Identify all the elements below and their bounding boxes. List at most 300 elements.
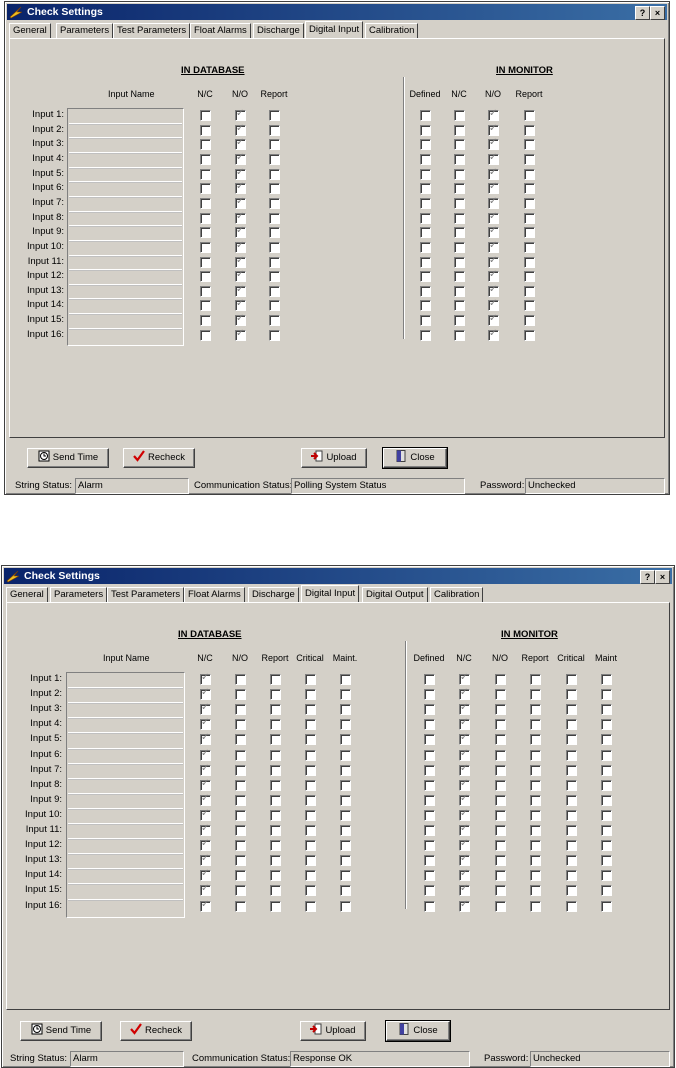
db-checkbox[interactable] — [305, 840, 316, 851]
monitor-checkbox[interactable] — [495, 689, 506, 700]
monitor-checkbox[interactable] — [530, 855, 541, 866]
db-checkbox[interactable] — [235, 198, 246, 209]
monitor-checkbox[interactable] — [424, 734, 435, 745]
monitor-checkbox[interactable] — [566, 704, 577, 715]
db-checkbox[interactable] — [200, 110, 211, 121]
monitor-checkbox[interactable] — [454, 257, 465, 268]
monitor-checkbox[interactable] — [424, 810, 435, 821]
monitor-checkbox[interactable] — [601, 719, 612, 730]
monitor-checkbox[interactable] — [495, 810, 506, 821]
monitor-checkbox[interactable] — [601, 870, 612, 881]
db-checkbox[interactable] — [235, 213, 246, 224]
db-checkbox[interactable] — [235, 719, 246, 730]
db-checkbox[interactable] — [305, 870, 316, 881]
monitor-checkbox[interactable] — [424, 885, 435, 896]
db-checkbox[interactable] — [200, 286, 211, 297]
db-checkbox[interactable] — [235, 810, 246, 821]
monitor-checkbox[interactable] — [459, 840, 470, 851]
db-checkbox[interactable] — [200, 125, 211, 136]
monitor-checkbox[interactable] — [566, 795, 577, 806]
monitor-checkbox[interactable] — [601, 901, 612, 912]
db-checkbox[interactable] — [235, 139, 246, 150]
monitor-checkbox[interactable] — [459, 734, 470, 745]
db-checkbox[interactable] — [235, 271, 246, 282]
db-checkbox[interactable] — [270, 719, 281, 730]
monitor-checkbox[interactable] — [566, 870, 577, 881]
db-checkbox[interactable] — [340, 795, 351, 806]
db-checkbox[interactable] — [269, 198, 280, 209]
db-checkbox[interactable] — [200, 734, 211, 745]
monitor-checkbox[interactable] — [566, 750, 577, 761]
monitor-checkbox[interactable] — [524, 139, 535, 150]
monitor-checkbox[interactable] — [420, 110, 431, 121]
db-checkbox[interactable] — [200, 704, 211, 715]
db-checkbox[interactable] — [235, 795, 246, 806]
db-checkbox[interactable] — [305, 901, 316, 912]
tab-digital-input[interactable]: Digital Input — [301, 585, 359, 602]
monitor-checkbox[interactable] — [454, 125, 465, 136]
monitor-checkbox[interactable] — [566, 765, 577, 776]
recheck-button[interactable] — [123, 448, 195, 468]
db-checkbox[interactable] — [340, 901, 351, 912]
monitor-checkbox[interactable] — [495, 825, 506, 836]
db-checkbox[interactable] — [200, 154, 211, 165]
monitor-checkbox[interactable] — [454, 154, 465, 165]
db-checkbox[interactable] — [340, 780, 351, 791]
monitor-checkbox[interactable] — [566, 825, 577, 836]
db-checkbox[interactable] — [305, 719, 316, 730]
monitor-checkbox[interactable] — [524, 315, 535, 326]
monitor-checkbox[interactable] — [488, 300, 499, 311]
monitor-checkbox[interactable] — [601, 765, 612, 776]
tab-parameters[interactable]: Parameters — [56, 23, 113, 38]
db-checkbox[interactable] — [235, 227, 246, 238]
monitor-checkbox[interactable] — [566, 719, 577, 730]
db-checkbox[interactable] — [200, 674, 211, 685]
monitor-checkbox[interactable] — [530, 840, 541, 851]
db-checkbox[interactable] — [340, 674, 351, 685]
db-checkbox[interactable] — [269, 242, 280, 253]
send-time-button[interactable] — [27, 448, 109, 468]
db-checkbox[interactable] — [235, 300, 246, 311]
db-checkbox[interactable] — [235, 885, 246, 896]
db-checkbox[interactable] — [200, 227, 211, 238]
db-checkbox[interactable] — [200, 257, 211, 268]
monitor-checkbox[interactable] — [530, 810, 541, 821]
monitor-checkbox[interactable] — [566, 734, 577, 745]
db-checkbox[interactable] — [200, 885, 211, 896]
monitor-checkbox[interactable] — [524, 169, 535, 180]
monitor-checkbox[interactable] — [454, 227, 465, 238]
monitor-checkbox[interactable] — [420, 227, 431, 238]
monitor-checkbox[interactable] — [566, 885, 577, 896]
monitor-checkbox[interactable] — [495, 734, 506, 745]
help-button[interactable]: ? — [635, 6, 650, 20]
monitor-checkbox[interactable] — [420, 183, 431, 194]
db-checkbox[interactable] — [269, 110, 280, 121]
tab-float-alarms[interactable]: Float Alarms — [184, 587, 245, 602]
db-checkbox[interactable] — [235, 286, 246, 297]
db-checkbox[interactable] — [200, 330, 211, 341]
db-checkbox[interactable] — [269, 154, 280, 165]
monitor-checkbox[interactable] — [424, 704, 435, 715]
monitor-checkbox[interactable] — [459, 810, 470, 821]
db-checkbox[interactable] — [200, 242, 211, 253]
monitor-checkbox[interactable] — [454, 110, 465, 121]
db-checkbox[interactable] — [340, 855, 351, 866]
monitor-checkbox[interactable] — [495, 855, 506, 866]
monitor-checkbox[interactable] — [530, 674, 541, 685]
monitor-checkbox[interactable] — [424, 750, 435, 761]
monitor-checkbox[interactable] — [488, 125, 499, 136]
monitor-checkbox[interactable] — [495, 870, 506, 881]
db-checkbox[interactable] — [269, 125, 280, 136]
monitor-checkbox[interactable] — [601, 825, 612, 836]
db-checkbox[interactable] — [340, 840, 351, 851]
db-checkbox[interactable] — [235, 825, 246, 836]
db-checkbox[interactable] — [305, 674, 316, 685]
monitor-checkbox[interactable] — [420, 213, 431, 224]
monitor-checkbox[interactable] — [530, 870, 541, 881]
monitor-checkbox[interactable] — [524, 242, 535, 253]
monitor-checkbox[interactable] — [601, 750, 612, 761]
db-checkbox[interactable] — [269, 271, 280, 282]
db-checkbox[interactable] — [200, 719, 211, 730]
monitor-checkbox[interactable] — [488, 227, 499, 238]
monitor-checkbox[interactable] — [459, 719, 470, 730]
monitor-checkbox[interactable] — [424, 689, 435, 700]
tab-general[interactable]: General — [9, 23, 51, 38]
monitor-checkbox[interactable] — [454, 242, 465, 253]
db-checkbox[interactable] — [200, 870, 211, 881]
db-checkbox[interactable] — [235, 750, 246, 761]
monitor-checkbox[interactable] — [601, 885, 612, 896]
monitor-checkbox[interactable] — [454, 169, 465, 180]
db-checkbox[interactable] — [200, 795, 211, 806]
tab-parameters[interactable]: Parameters — [50, 587, 107, 602]
monitor-checkbox[interactable] — [601, 704, 612, 715]
monitor-checkbox[interactable] — [424, 795, 435, 806]
help-button[interactable]: ? — [640, 570, 655, 584]
db-checkbox[interactable] — [235, 901, 246, 912]
monitor-checkbox[interactable] — [524, 198, 535, 209]
monitor-checkbox[interactable] — [530, 719, 541, 730]
db-checkbox[interactable] — [305, 855, 316, 866]
monitor-checkbox[interactable] — [420, 242, 431, 253]
monitor-checkbox[interactable] — [424, 825, 435, 836]
monitor-checkbox[interactable] — [488, 271, 499, 282]
db-checkbox[interactable] — [235, 840, 246, 851]
monitor-checkbox[interactable] — [459, 825, 470, 836]
monitor-checkbox[interactable] — [420, 257, 431, 268]
monitor-checkbox[interactable] — [488, 257, 499, 268]
monitor-checkbox[interactable] — [459, 674, 470, 685]
db-checkbox[interactable] — [270, 870, 281, 881]
title-bar[interactable] — [4, 568, 672, 584]
tab-digital-input[interactable]: Digital Input — [305, 21, 363, 38]
monitor-checkbox[interactable] — [530, 689, 541, 700]
db-checkbox[interactable] — [235, 734, 246, 745]
monitor-checkbox[interactable] — [459, 855, 470, 866]
monitor-checkbox[interactable] — [495, 674, 506, 685]
monitor-checkbox[interactable] — [530, 795, 541, 806]
monitor-checkbox[interactable] — [601, 780, 612, 791]
monitor-checkbox[interactable] — [566, 689, 577, 700]
db-checkbox[interactable] — [200, 780, 211, 791]
monitor-checkbox[interactable] — [530, 765, 541, 776]
db-checkbox[interactable] — [269, 330, 280, 341]
db-checkbox[interactable] — [269, 139, 280, 150]
db-checkbox[interactable] — [270, 825, 281, 836]
monitor-checkbox[interactable] — [424, 870, 435, 881]
db-checkbox[interactable] — [270, 810, 281, 821]
monitor-checkbox[interactable] — [424, 855, 435, 866]
db-checkbox[interactable] — [340, 689, 351, 700]
monitor-checkbox[interactable] — [488, 183, 499, 194]
monitor-checkbox[interactable] — [420, 330, 431, 341]
monitor-checkbox[interactable] — [524, 257, 535, 268]
monitor-checkbox[interactable] — [459, 689, 470, 700]
db-checkbox[interactable] — [235, 242, 246, 253]
monitor-checkbox[interactable] — [420, 125, 431, 136]
db-checkbox[interactable] — [235, 674, 246, 685]
monitor-checkbox[interactable] — [524, 125, 535, 136]
db-checkbox[interactable] — [200, 300, 211, 311]
db-checkbox[interactable] — [200, 765, 211, 776]
db-checkbox[interactable] — [200, 183, 211, 194]
db-checkbox[interactable] — [200, 825, 211, 836]
db-checkbox[interactable] — [235, 689, 246, 700]
tab-test-parameters[interactable]: Test Parameters — [113, 23, 190, 38]
db-checkbox[interactable] — [340, 719, 351, 730]
monitor-checkbox[interactable] — [459, 750, 470, 761]
monitor-checkbox[interactable] — [454, 315, 465, 326]
monitor-checkbox[interactable] — [488, 242, 499, 253]
monitor-checkbox[interactable] — [420, 286, 431, 297]
monitor-checkbox[interactable] — [459, 765, 470, 776]
db-checkbox[interactable] — [235, 855, 246, 866]
db-checkbox[interactable] — [269, 286, 280, 297]
monitor-checkbox[interactable] — [495, 719, 506, 730]
monitor-checkbox[interactable] — [488, 154, 499, 165]
monitor-checkbox[interactable] — [530, 825, 541, 836]
db-checkbox[interactable] — [340, 810, 351, 821]
monitor-checkbox[interactable] — [566, 840, 577, 851]
db-checkbox[interactable] — [269, 213, 280, 224]
db-checkbox[interactable] — [305, 795, 316, 806]
monitor-checkbox[interactable] — [488, 139, 499, 150]
monitor-checkbox[interactable] — [459, 885, 470, 896]
db-checkbox[interactable] — [270, 840, 281, 851]
monitor-checkbox[interactable] — [454, 286, 465, 297]
db-checkbox[interactable] — [270, 765, 281, 776]
db-checkbox[interactable] — [340, 870, 351, 881]
monitor-checkbox[interactable] — [488, 286, 499, 297]
db-checkbox[interactable] — [200, 169, 211, 180]
title-bar[interactable] — [7, 4, 667, 20]
monitor-checkbox[interactable] — [488, 315, 499, 326]
monitor-checkbox[interactable] — [454, 300, 465, 311]
db-checkbox[interactable] — [340, 704, 351, 715]
monitor-checkbox[interactable] — [601, 674, 612, 685]
db-checkbox[interactable] — [305, 734, 316, 745]
db-checkbox[interactable] — [270, 734, 281, 745]
db-checkbox[interactable] — [270, 795, 281, 806]
close-window-button[interactable]: × — [655, 570, 670, 584]
monitor-checkbox[interactable] — [601, 795, 612, 806]
db-checkbox[interactable] — [235, 704, 246, 715]
tab-general[interactable]: General — [6, 587, 48, 602]
monitor-checkbox[interactable] — [495, 765, 506, 776]
monitor-checkbox[interactable] — [524, 213, 535, 224]
db-checkbox[interactable] — [200, 198, 211, 209]
monitor-checkbox[interactable] — [420, 271, 431, 282]
close-button[interactable] — [383, 448, 447, 468]
monitor-checkbox[interactable] — [601, 855, 612, 866]
close-window-button[interactable]: × — [650, 6, 665, 20]
db-checkbox[interactable] — [200, 315, 211, 326]
db-checkbox[interactable] — [270, 674, 281, 685]
monitor-checkbox[interactable] — [566, 901, 577, 912]
upload-button[interactable] — [301, 448, 367, 468]
tab-float-alarms[interactable]: Float Alarms — [190, 23, 251, 38]
monitor-checkbox[interactable] — [424, 765, 435, 776]
monitor-checkbox[interactable] — [454, 271, 465, 282]
monitor-checkbox[interactable] — [454, 183, 465, 194]
monitor-checkbox[interactable] — [495, 901, 506, 912]
db-checkbox[interactable] — [269, 257, 280, 268]
db-checkbox[interactable] — [269, 315, 280, 326]
db-checkbox[interactable] — [269, 300, 280, 311]
monitor-checkbox[interactable] — [420, 154, 431, 165]
monitor-checkbox[interactable] — [524, 154, 535, 165]
db-checkbox[interactable] — [340, 750, 351, 761]
db-checkbox[interactable] — [235, 870, 246, 881]
monitor-checkbox[interactable] — [530, 885, 541, 896]
monitor-checkbox[interactable] — [459, 901, 470, 912]
tab-test-parameters[interactable]: Test Parameters — [107, 587, 184, 602]
monitor-checkbox[interactable] — [524, 271, 535, 282]
monitor-checkbox[interactable] — [601, 840, 612, 851]
monitor-checkbox[interactable] — [495, 795, 506, 806]
monitor-checkbox[interactable] — [524, 110, 535, 121]
db-checkbox[interactable] — [305, 750, 316, 761]
db-checkbox[interactable] — [269, 227, 280, 238]
monitor-checkbox[interactable] — [601, 734, 612, 745]
db-checkbox[interactable] — [200, 901, 211, 912]
monitor-checkbox[interactable] — [420, 198, 431, 209]
db-checkbox[interactable] — [235, 765, 246, 776]
monitor-checkbox[interactable] — [495, 840, 506, 851]
monitor-checkbox[interactable] — [530, 780, 541, 791]
monitor-checkbox[interactable] — [459, 704, 470, 715]
db-checkbox[interactable] — [269, 169, 280, 180]
db-checkbox[interactable] — [270, 689, 281, 700]
monitor-checkbox[interactable] — [488, 330, 499, 341]
db-checkbox[interactable] — [235, 330, 246, 341]
monitor-checkbox[interactable] — [454, 139, 465, 150]
upload-button[interactable] — [300, 1021, 366, 1041]
monitor-checkbox[interactable] — [524, 286, 535, 297]
monitor-checkbox[interactable] — [495, 750, 506, 761]
db-checkbox[interactable] — [235, 169, 246, 180]
db-checkbox[interactable] — [269, 183, 280, 194]
monitor-checkbox[interactable] — [530, 750, 541, 761]
db-checkbox[interactable] — [270, 885, 281, 896]
db-checkbox[interactable] — [200, 139, 211, 150]
monitor-checkbox[interactable] — [530, 901, 541, 912]
recheck-button[interactable] — [120, 1021, 192, 1041]
db-checkbox[interactable] — [200, 840, 211, 851]
db-checkbox[interactable] — [305, 765, 316, 776]
tab-discharge[interactable]: Discharge — [248, 587, 299, 602]
monitor-checkbox[interactable] — [524, 183, 535, 194]
db-checkbox[interactable] — [270, 750, 281, 761]
monitor-checkbox[interactable] — [488, 198, 499, 209]
monitor-checkbox[interactable] — [601, 689, 612, 700]
send-time-button[interactable] — [20, 1021, 102, 1041]
monitor-checkbox[interactable] — [566, 810, 577, 821]
monitor-checkbox[interactable] — [454, 330, 465, 341]
db-checkbox[interactable] — [270, 901, 281, 912]
monitor-checkbox[interactable] — [420, 169, 431, 180]
db-checkbox[interactable] — [305, 885, 316, 896]
monitor-checkbox[interactable] — [454, 213, 465, 224]
monitor-checkbox[interactable] — [420, 300, 431, 311]
monitor-checkbox[interactable] — [424, 840, 435, 851]
monitor-checkbox[interactable] — [566, 674, 577, 685]
monitor-checkbox[interactable] — [424, 674, 435, 685]
monitor-checkbox[interactable] — [566, 780, 577, 791]
monitor-checkbox[interactable] — [488, 169, 499, 180]
db-checkbox[interactable] — [305, 780, 316, 791]
tab-calibration[interactable]: Calibration — [430, 587, 483, 602]
db-checkbox[interactable] — [235, 125, 246, 136]
monitor-checkbox[interactable] — [459, 780, 470, 791]
monitor-checkbox[interactable] — [601, 810, 612, 821]
db-checkbox[interactable] — [340, 765, 351, 776]
monitor-checkbox[interactable] — [424, 780, 435, 791]
db-checkbox[interactable] — [270, 780, 281, 791]
monitor-checkbox[interactable] — [420, 315, 431, 326]
db-checkbox[interactable] — [235, 780, 246, 791]
monitor-checkbox[interactable] — [424, 719, 435, 730]
close-button[interactable] — [386, 1021, 450, 1041]
db-checkbox[interactable] — [235, 315, 246, 326]
db-checkbox[interactable] — [200, 271, 211, 282]
monitor-checkbox[interactable] — [495, 780, 506, 791]
db-checkbox[interactable] — [305, 704, 316, 715]
monitor-checkbox[interactable] — [420, 139, 431, 150]
monitor-checkbox[interactable] — [495, 885, 506, 896]
tab-digital-output[interactable]: Digital Output — [362, 587, 428, 602]
tab-discharge[interactable]: Discharge — [253, 23, 304, 38]
monitor-checkbox[interactable] — [459, 870, 470, 881]
monitor-checkbox[interactable] — [459, 795, 470, 806]
monitor-checkbox[interactable] — [454, 198, 465, 209]
monitor-checkbox[interactable] — [530, 734, 541, 745]
db-checkbox[interactable] — [200, 689, 211, 700]
db-checkbox[interactable] — [235, 110, 246, 121]
monitor-checkbox[interactable] — [524, 227, 535, 238]
db-checkbox[interactable] — [305, 810, 316, 821]
monitor-checkbox[interactable] — [495, 704, 506, 715]
db-checkbox[interactable] — [340, 825, 351, 836]
db-checkbox[interactable] — [305, 825, 316, 836]
db-checkbox[interactable] — [200, 855, 211, 866]
monitor-checkbox[interactable] — [524, 330, 535, 341]
db-checkbox[interactable] — [200, 750, 211, 761]
